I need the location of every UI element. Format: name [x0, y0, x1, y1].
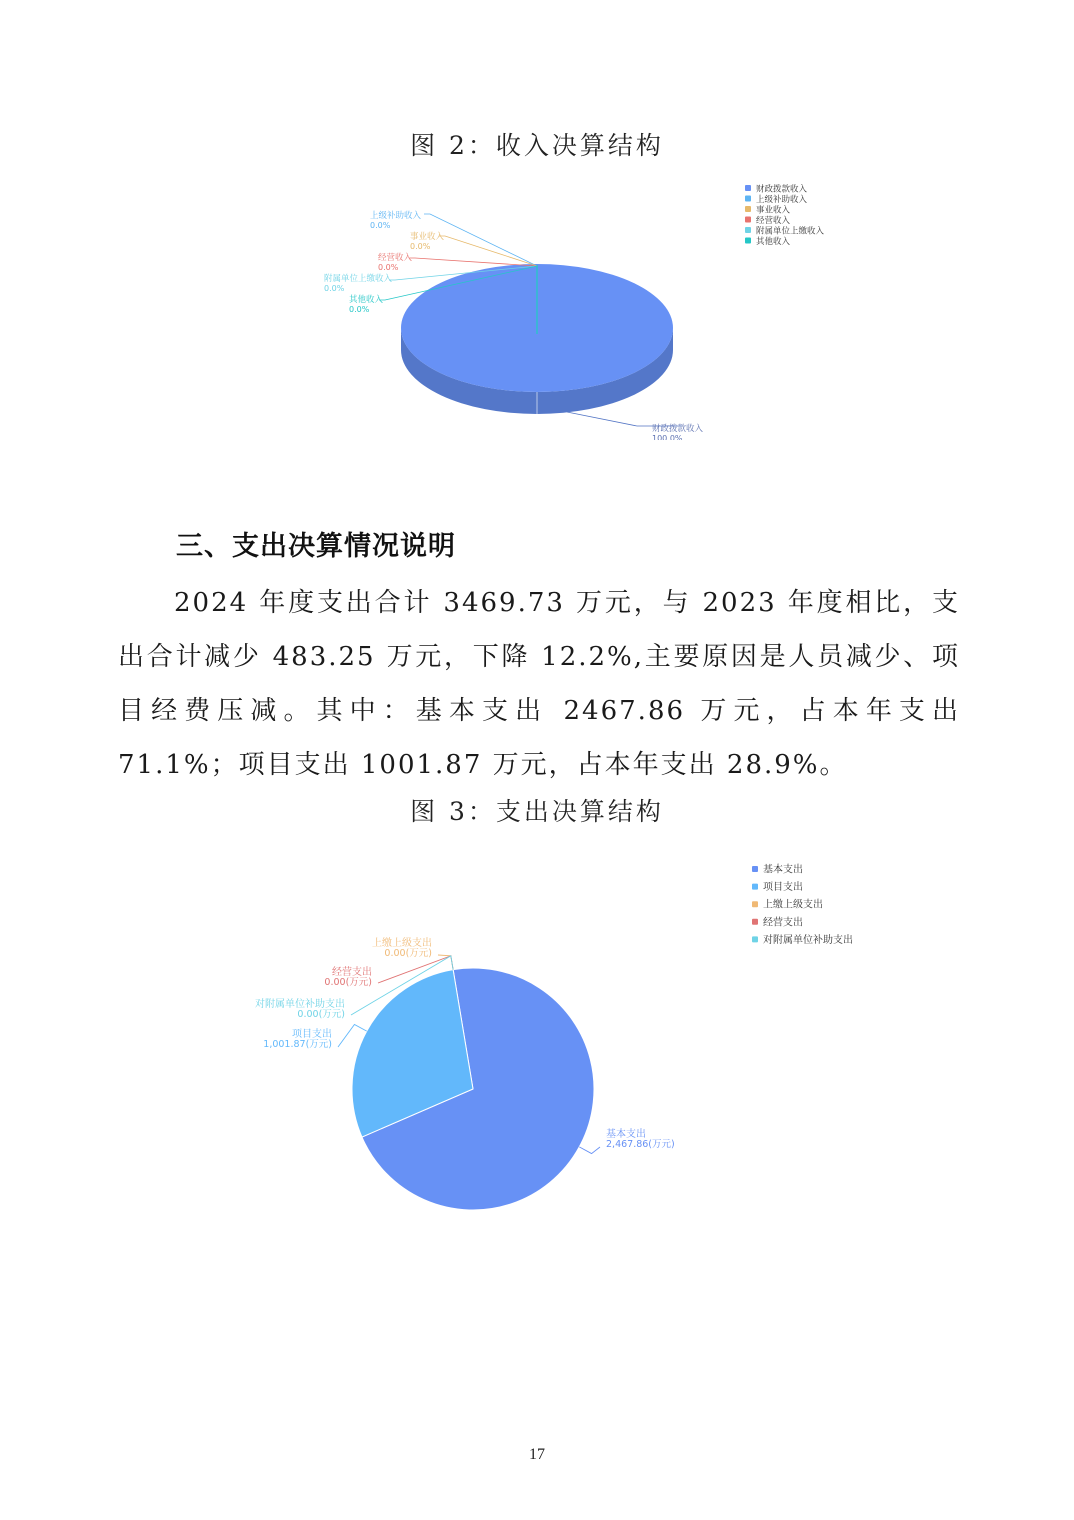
expenditure-pie-label-name: 经营支出 [332, 967, 372, 978]
income-pie-label-name: 财政拨款收入 [652, 424, 704, 434]
income-pie-label-name: 经营收入 [378, 253, 413, 263]
expenditure-legend-label: 对附属单位补助支出 [763, 934, 853, 946]
expenditure-pie-label-value: 1,001.87(万元) [263, 1039, 332, 1050]
income-pie-label-value: 0.0% [349, 305, 370, 314]
expenditure-legend-swatch [752, 936, 758, 942]
expenditure-pie-chart [0, 855, 1074, 1225]
figure-2-caption: 图 2：收入决算结构 [410, 131, 664, 160]
expenditure-legend-label: 经营支出 [763, 917, 803, 929]
income-legend-label: 附属单位上缴收入 [756, 226, 825, 237]
expenditure-pie-label-value: 0.00(万元) [324, 977, 372, 988]
page-number: 17 [529, 1446, 545, 1463]
expenditure-pie-label-value: 0.00(万元) [297, 1009, 345, 1020]
expenditure-legend-swatch [752, 884, 758, 890]
expenditure-pie-label-value: 0.00(万元) [384, 948, 432, 959]
income-pie-label-name: 上级补助收入 [370, 211, 422, 221]
income-legend-swatch [745, 227, 751, 233]
income-legend-swatch [745, 217, 751, 223]
expenditure-legend-label: 上缴上级支出 [763, 899, 823, 911]
expenditure-legend-label: 项目支出 [763, 882, 803, 894]
expenditure-description: 2024 年度支出合计 3469.73 万元，与 2023 年度相比，支出合计减少 483.25 万元，下降 12.2%,主要原因是人员减少、项目经费压减。其中：基本支出 2467.86 万元，占本年支出 71.1%；项目支出 1001.87 万元，占本年支出 28.9%。 [118, 588, 960, 780]
section-heading: 三、支出决算情况说明 [176, 531, 456, 562]
income-pie-label-value: 100.0% [652, 434, 683, 440]
income-pie [401, 264, 673, 414]
income-pie-label-value: 0.0% [410, 242, 431, 251]
expenditure-legend-swatch [752, 901, 758, 907]
income-legend-label: 财政拨款收入 [756, 184, 808, 195]
expenditure-pie [352, 968, 594, 1210]
expenditure-legend-swatch [752, 866, 758, 872]
income-chart-legend [745, 184, 825, 248]
income-pie-label-name: 附属单位上缴收入 [324, 274, 393, 284]
expenditure-legend-label: 基本支出 [763, 864, 803, 876]
income-pie-label-value: 0.0% [378, 263, 399, 272]
income-legend-swatch [745, 238, 751, 244]
figure-3-caption: 图 3：支出决算结构 [410, 797, 664, 826]
income-legend-label: 事业收入 [756, 205, 791, 216]
income-legend-swatch [745, 185, 751, 191]
income-pie-chart [0, 170, 1074, 440]
income-legend-label: 上级补助收入 [756, 195, 808, 205]
expenditure-pie-label-name: 基本支出 [606, 1129, 646, 1140]
income-pie-label-value: 0.0% [370, 221, 391, 230]
income-pie-label-name: 其他收入 [349, 295, 384, 305]
expenditure-legend-swatch [752, 919, 758, 925]
income-pie-label-name: 事业收入 [410, 232, 445, 242]
expenditure-pie-label-value: 2,467.86(万元) [606, 1139, 675, 1150]
expenditure-pie-label-name: 上缴上级支出 [372, 938, 432, 949]
expenditure-chart-legend [752, 863, 853, 946]
income-legend-swatch [745, 206, 751, 212]
income-pie-label-value: 0.0% [324, 284, 345, 293]
income-legend-swatch [745, 196, 751, 202]
expenditure-pie-label-name: 对附属单位补助支出 [255, 999, 345, 1010]
income-legend-label: 经营收入 [756, 216, 791, 226]
income-legend-label: 其他收入 [756, 237, 791, 247]
expenditure-pie-label-name: 项目支出 [292, 1029, 332, 1040]
